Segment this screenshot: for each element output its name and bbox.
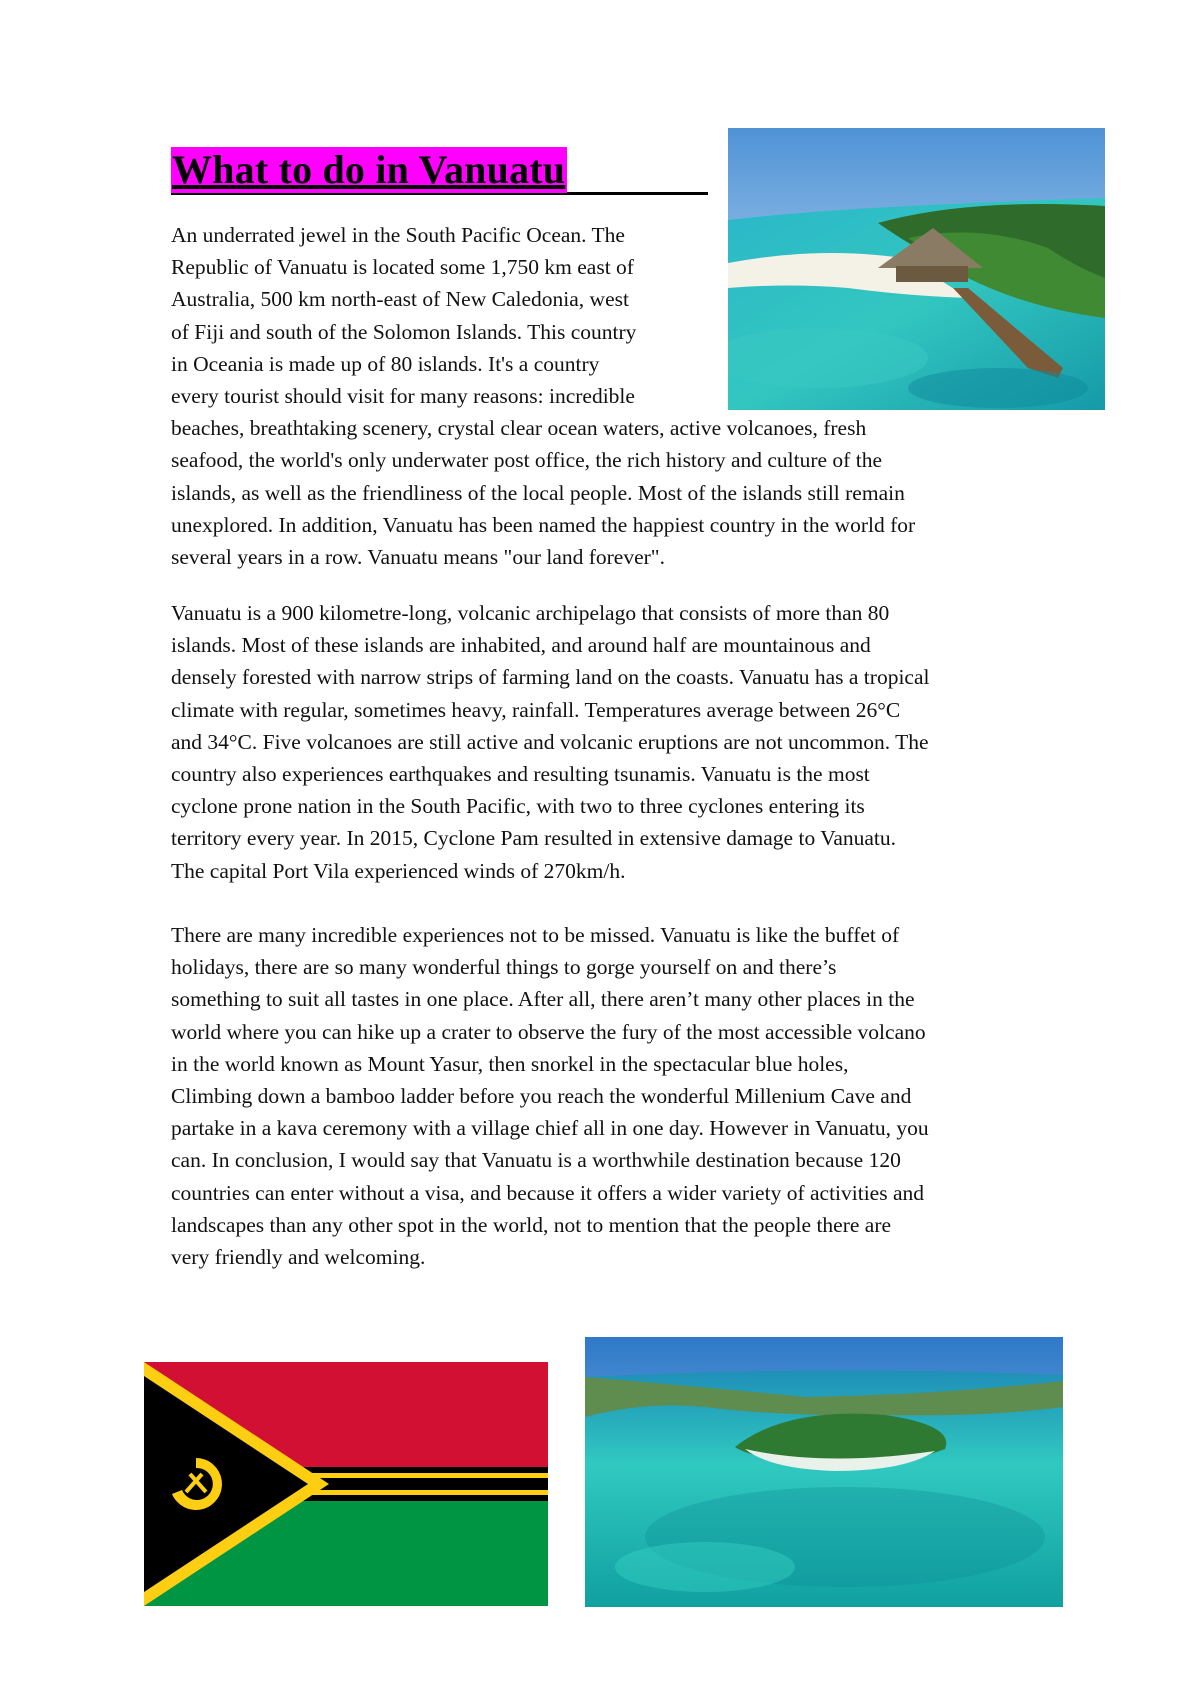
text-line: in Oceania is made up of 80 islands. It's a country [171,351,600,376]
text-line: unexplored. In addition, Vanuatu has been named the happiest country in the world for [171,512,916,537]
text-line: seafood, the world's only underwater post office, the rich history and culture of the [171,448,882,473]
text-line: countries can enter without a visa, and because it offers a wider variety of activities and [171,1180,925,1205]
experiences-paragraph [171,919,929,1273]
text-line: of Fiji and south of the Solomon Islands. This country [171,319,637,344]
vanuatu-flag-image [144,1362,548,1606]
intro-paragraph [171,219,915,573]
text-line: cyclone prone nation in the South Pacific, with two to three cyclones entering its [171,794,865,819]
text-line: The capital Port Vila experienced winds of 270km/h. [171,858,626,883]
text-line: every tourist should visit for many reasons: incredible [171,384,635,409]
text-line: Australia, 500 km north-east of New Caledonia, west [171,287,629,312]
page-title [171,147,708,195]
text-line: country also experiences earthquakes and resulting tsunamis. Vanuatu is the most [171,762,870,787]
text-line: islands. Most of these islands are inhabited, and around half are mountainous and [171,633,871,658]
text-line: densely forested with narrow strips of farming land on the coasts. Vanuatu has a tropical [171,665,930,690]
text-line: An underrated jewel in the South Pacific Ocean. The [171,223,625,247]
text-line: very friendly and welcoming. [171,1245,426,1270]
text-line: There are many incredible experiences not to be missed. Vanuatu is like the buffet of [171,923,900,947]
text-line: world where you can hike up a crater to observe the fury of the most accessible volcano [171,1019,926,1044]
text-line: several years in a row. Vanuatu means "our land forever". [171,545,665,570]
text-line: Republic of Vanuatu is located some 1,750 km east of [171,255,634,280]
text-line: and 34°C. Five volcanoes are still active and volcanic eruptions are not uncommon. The [171,729,929,754]
text-line: Climbing down a bamboo ladder before you reach the wonderful Millenium Cave and [171,1084,912,1109]
page-title-text: What to do in Vanuatu [172,147,566,192]
text-line: climate with regular, sometimes heavy, rainfall. Temperatures average between 26°C [171,697,901,722]
text-line: something to suit all tastes in one place. After all, there aren’t many other places in the [171,987,915,1012]
text-line: landscapes than any other spot in the world, not to mention that the people there are [171,1212,892,1237]
text-line: partake in a kava ceremony with a village chief all in one day. However in Vanuatu, you [171,1116,929,1141]
text-line: can. In conclusion, I would say that Vanuatu is a worthwhile destination because 120 [171,1148,901,1173]
text-line: beaches, breathtaking scenery, crystal clear ocean waters, active volcanoes, fresh [171,416,867,441]
text-line: islands, as well as the friendliness of the local people. Most of the islands still remain [171,480,905,505]
text-line: in the world known as Mount Yasur, then snorkel in the spectacular blue holes, [171,1051,849,1076]
text-line: holidays, there are so many wonderful things to gorge yourself on and there’s [171,955,837,980]
text-line: Vanuatu is a 900 kilometre-long, volcanic archipelago that consists of more than 80 [171,601,890,625]
text-line: territory every year. In 2015, Cyclone Pam resulted in extensive damage to Vanuatu. [171,826,897,851]
geography-paragraph [171,597,929,887]
island-lagoon-photo [585,1337,1063,1607]
